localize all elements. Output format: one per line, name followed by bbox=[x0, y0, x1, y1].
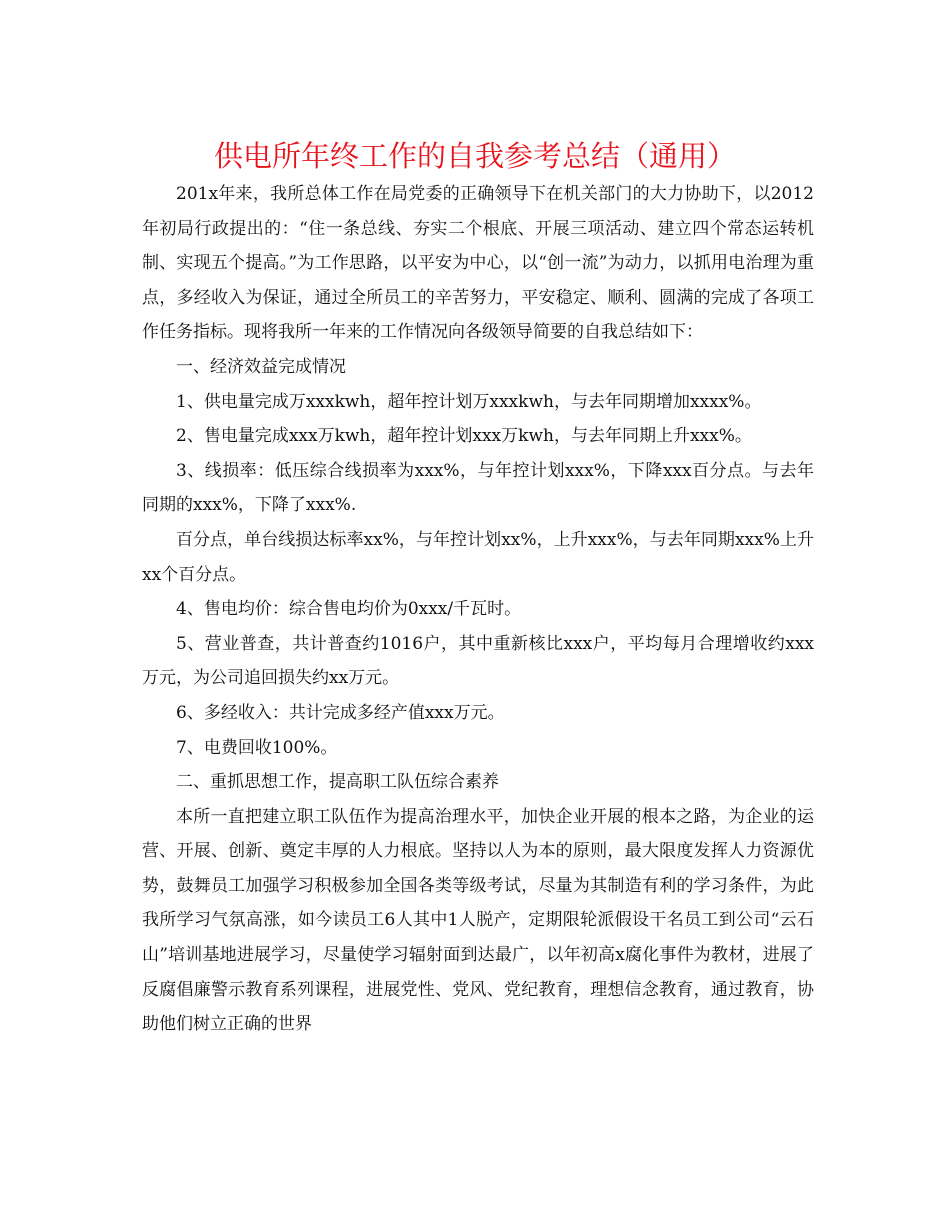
list-item-fee-recovery: 7、电费回收100%。 bbox=[176, 737, 338, 758]
document-title: 供电所年终工作的自我参考总结（通用） bbox=[213, 139, 736, 173]
list-item-business-census: 5、营业普查，共计普查约1016户，其中重新核比xxx户，平均每月合理增收约xxx万元，为公司追回损失约xx万元。 bbox=[142, 633, 814, 689]
section-heading-economic-benefits: 一、经济效益完成情况 bbox=[176, 356, 346, 377]
list-item-power-sales: 2、售电量完成xxx万kwh，超年控计划xxx万kwh，与去年同期上升xxx%。 bbox=[176, 426, 752, 447]
paragraph-staff-development: 本所一直把建立职工队伍作为提高治理水平，加快企业开展的根本之路，为企业的运营、开展、创新、奠定丰厚的人力根底。坚持以人为本的原则，最大限度发挥人力资源优势，鼓舞员工加强学习积极参加全国各类等级考试，尽量为其制造有利的学习条件，为此我所学习气氛高涨，如今读员工6人其中1人脱产，定期限轮派假设干名员工到公司“云石山”培训基地进展学习，尽量使学习辐射面到达最广，以年初高x腐化事件为教材，进展了反腐倡廉警示教育系列课程，进展党性、党风、党纪教育，理想信念教育，通过教育，协助他们树立正确的世界 bbox=[142, 806, 814, 1035]
list-item-diversified-income: 6、多经收入：共计完成多经产值xxx万元。 bbox=[176, 702, 505, 723]
paragraph-line-loss-continued: 百分点，单台线损达标率xx%，与年控计划xx%，上升xxx%，与去年同期xxx%上升xx个百分点。 bbox=[142, 529, 814, 585]
list-item-average-price: 4、售电均价：综合售电均价为0xxx/千瓦时。 bbox=[176, 599, 522, 620]
document-body bbox=[142, 177, 814, 1042]
section-heading-staff-quality: 二、重抓思想工作，提高职工队伍综合素养 bbox=[176, 772, 499, 793]
list-item-power-supply: 1、供电量完成万xxxkwh，超年控计划万xxxkwh，与去年同期增加xxxx%。 bbox=[176, 391, 762, 412]
list-item-line-loss: 3、线损率：低压综合线损率为xxx%，与年控计划xxx%，下降xxx百分点。与去年同期的xxx%，下降了xxx%. bbox=[142, 460, 814, 516]
paragraph-intro: 201x年来，我所总体工作在局党委的正确领导下在机关部门的大力协助下，以2012年初局行政提出的：“住一条总线、夯实二个根底、开展三项活动、建立四个常态运转机制、实现五个提高。”为工作思路，以平安为中心，以“创一流”为动力，以抓用电治理为重点，多经收入为保证，通过全所员工的辛苦努力，平安稳定、顺利、圆满的完成了各项工作任务指标。现将我所一年来的工作情况向各级领导简要的自我总结如下： bbox=[142, 184, 814, 343]
